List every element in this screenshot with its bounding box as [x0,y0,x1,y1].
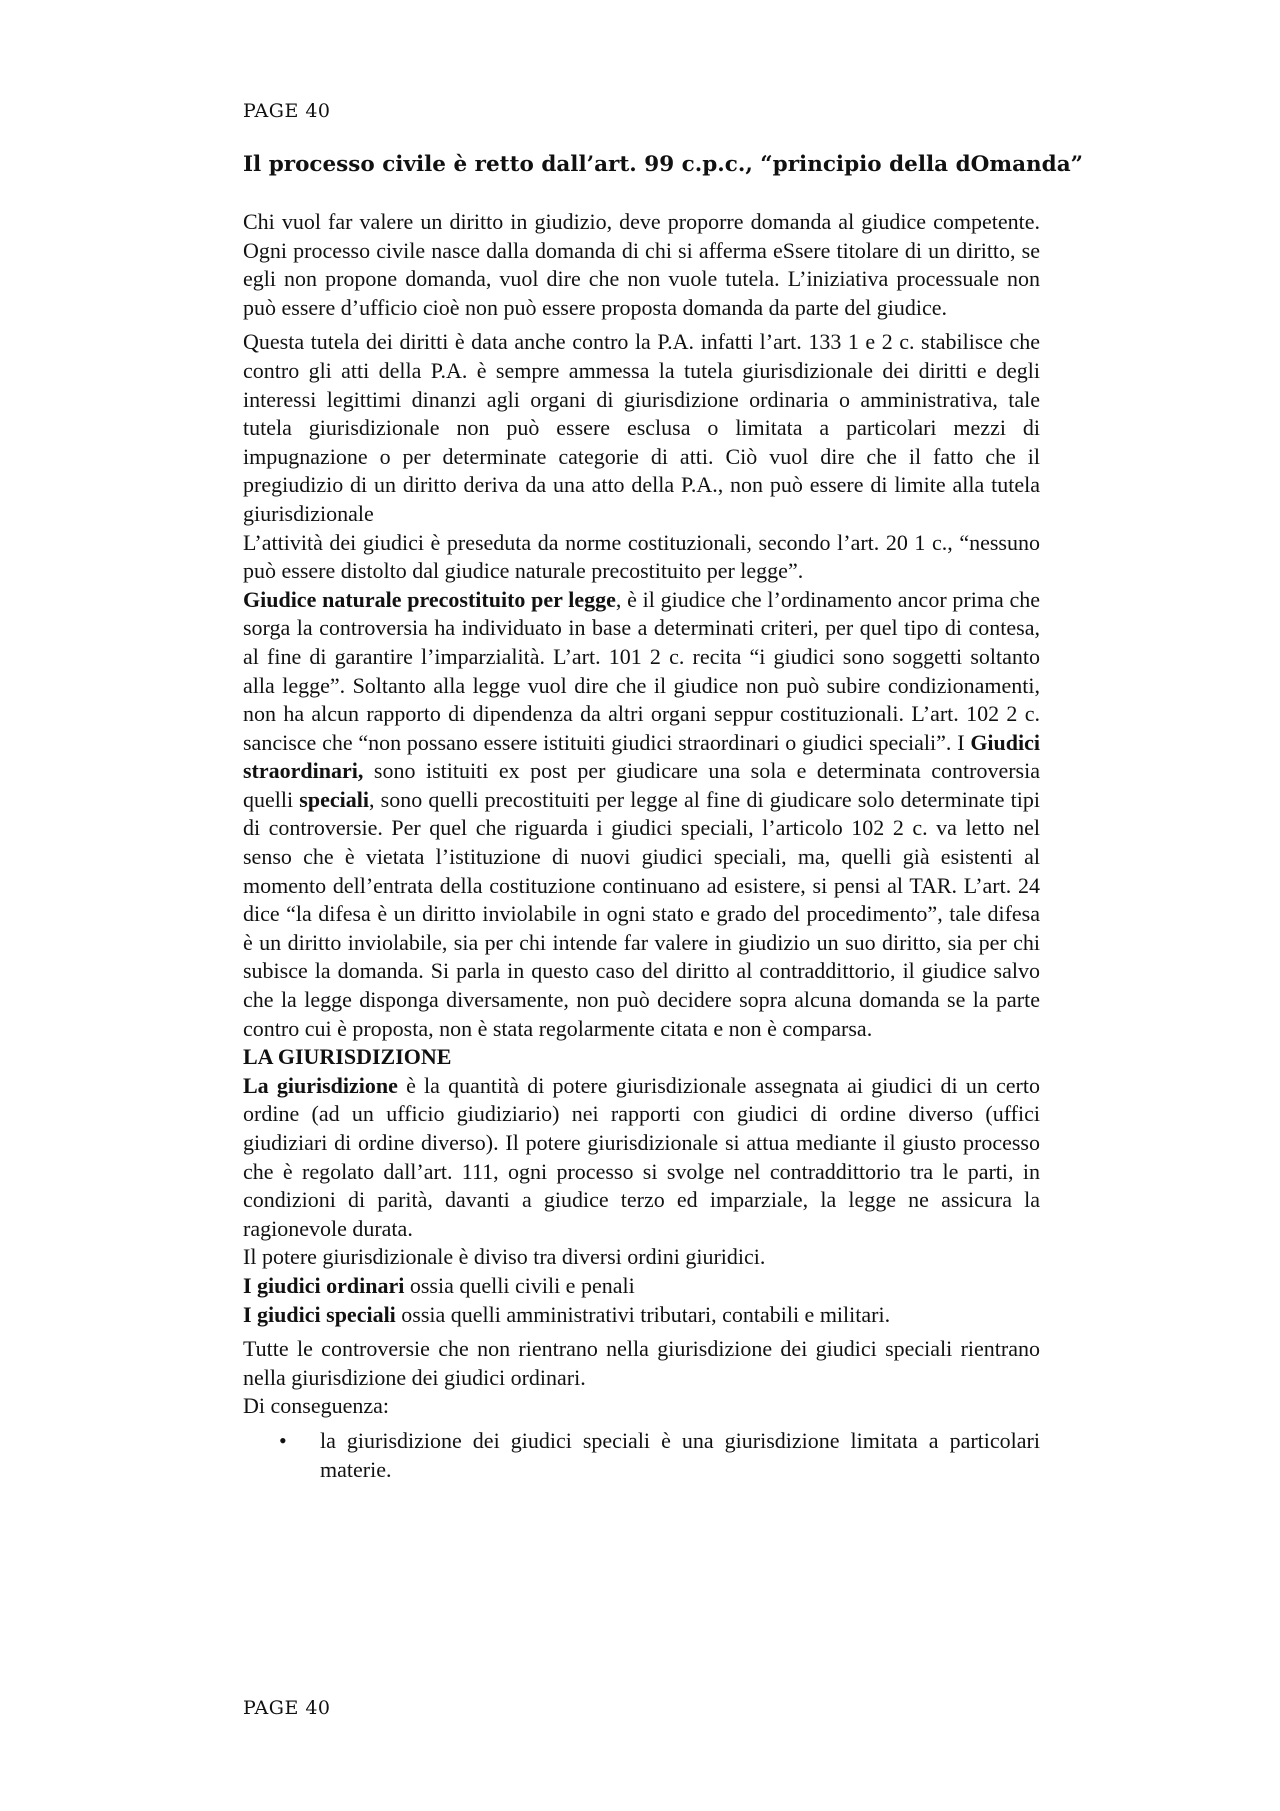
paragraph-domanda: Chi vuol far valere un diritto in giudizio, deve proporre domanda al giudice competente. Ogni processo civile nasce dalla domanda di chi si afferma eSsere titolare di un diritto, se egli non propone domanda, vuol dire che non vuole tutela. L’iniziativa processuale non può essere d’ufficio cioè non può essere proposta domanda da parte del giudice. [243,209,1040,320]
paragraph-giurisdizione [243,1072,1040,1244]
paragraph-giudici-speciali [243,1301,1040,1330]
bold-term-speciali: speciali [299,786,369,812]
paragraph-text: , è il giudice che l’ordinamento ancor prima che sorga la controversia ha individuato in base a determinati criteri, per quel tipo di contesa, al fine di garantire l’imparzialità. L’art. 101 2 c. recita “i giudici sono soggetti soltanto alla legge”. Soltanto alla legge vuol dire che il giudice non può subire condizionamenti, non ha alcun rapporto di dipendenza da altri organi seppur costituzionali. L’art. 102 2 c. sancisce che “non possano essere istituiti giudici straordinari o giudici speciali”. I [243,586,1040,755]
paragraph-text: ossia quelli amministrativi tributari, contabili e militari. [395,1301,891,1327]
list-item [243,1427,1040,1484]
paragraph-attivita-giudici: L’attività dei giudici è preseduta da norme costituzionali, secondo l’art. 20 1 c., “nessuno può essere distolto dal giudice naturale precostituito per legge”. [243,529,1040,584]
paragraph-potere: Il potere giurisdizionale è diviso tra diversi ordini giuridici. [243,1244,766,1270]
paragraph-giudice-naturale [243,586,1040,1044]
paragraph-text: sono istituiti ex post per giudicare una sola e determinata controversia quelli [243,758,1040,812]
page-title: Il processo civile è retto dall’art. 99 c.p.c., “principio della dOmanda” [243,152,1083,177]
bold-term-giudici-ordinari: I giudici ordinari [243,1272,405,1298]
document-body [243,208,1040,1484]
paragraph-controversie: Tutte le controversie che non rientrano nella giurisdizione dei giudici speciali rientrano nella giurisdizione dei giudici ordinari. [243,1336,1040,1390]
page-footer: PAGE 40 [243,1697,331,1719]
paragraph-conseguenza: Di conseguenza: [243,1393,389,1419]
bold-term-giudice-naturale: Giudice naturale precostituito per legge [243,586,616,612]
paragraph-text: ossia quelli civili e penali [404,1272,635,1298]
paragraph-text: , sono quelli precostituiti per legge al fine di giudicare solo determinate tipi di controversie. Per quel che riguarda i giudici speciali, l’articolo 102 2 c. va letto nel senso che è vietata l’istituzione di nuovi giudici speciali, ma, quelli già esistenti al momento dell’entrata della costituzione continuano ad esistere, si pensi al TAR. L’art. 24 dice “la difesa è un diritto inviolabile in ogni stato e grado del procedimento”, tale difesa è un diritto inviolabile, sia per chi intende far valere in giudizio un suo diritto, sia per chi subisce la domanda. Si parla in questo caso del diritto al contraddittorio, il giudice salvo che la legge disponga diversamente, non può decidere sopra alcuna domanda se la parte contro cui è proposta, non è stata regolarmente citata e non è comparsa. [243,786,1041,1041]
bold-term-giudici-straordinari: Giudici straordinari, [243,729,1040,784]
page-header: PAGE 40 [243,100,331,122]
bold-term-giudici-speciali: I giudici speciali [243,1301,396,1327]
bullet-list [243,1427,1040,1484]
paragraph-text: è la quantità di potere giurisdizionale assegnata ai giudici di un certo ordine (ad un ufficio giudiziario) nei rapporti con giudici di ordine diverso (uffici giudiziari di ordine diverso). Il potere giurisdizionale si attua mediante il giusto processo che è regolato dall’art. 111, ogni processo si svolge nel contraddittorio tra le parti, in condizioni di parità, davanti a giudice terzo ed imparziale, la legge ne assicura la ragionevole durata. [243,1072,1040,1241]
section-heading: LA GIURISDIZIONE [243,1044,452,1070]
paragraph-giudici-ordinari [243,1272,1040,1301]
bullet-marker: • [279,1427,287,1453]
list-item-text: la giurisdizione dei giudici speciali è una giurisdizione limitata a particolari materie. [320,1427,1040,1482]
paragraph-tutela-pa: Questa tutela dei diritti è data anche contro la P.A. infatti l’art. 133 1 e 2 c. stabilisce che contro gli atti della P.A. è sempre ammessa la tutela giurisdizionale dei diritti e degli interessi legittimi dinanzi agli organi di giurisdizione ordinaria o amministrativa, tale tutela giurisdizionale non può essere esclusa o limitata a particolari mezzi di impugnazione o per determinate categorie di atti. Ciò vuol dire che il fatto che il pregiudizio di un diritto deriva da una atto della P.A., non può essere di limite alla tutela giurisdizionale [243,329,1040,526]
bold-term-giurisdizione: La giurisdizione [243,1072,398,1098]
